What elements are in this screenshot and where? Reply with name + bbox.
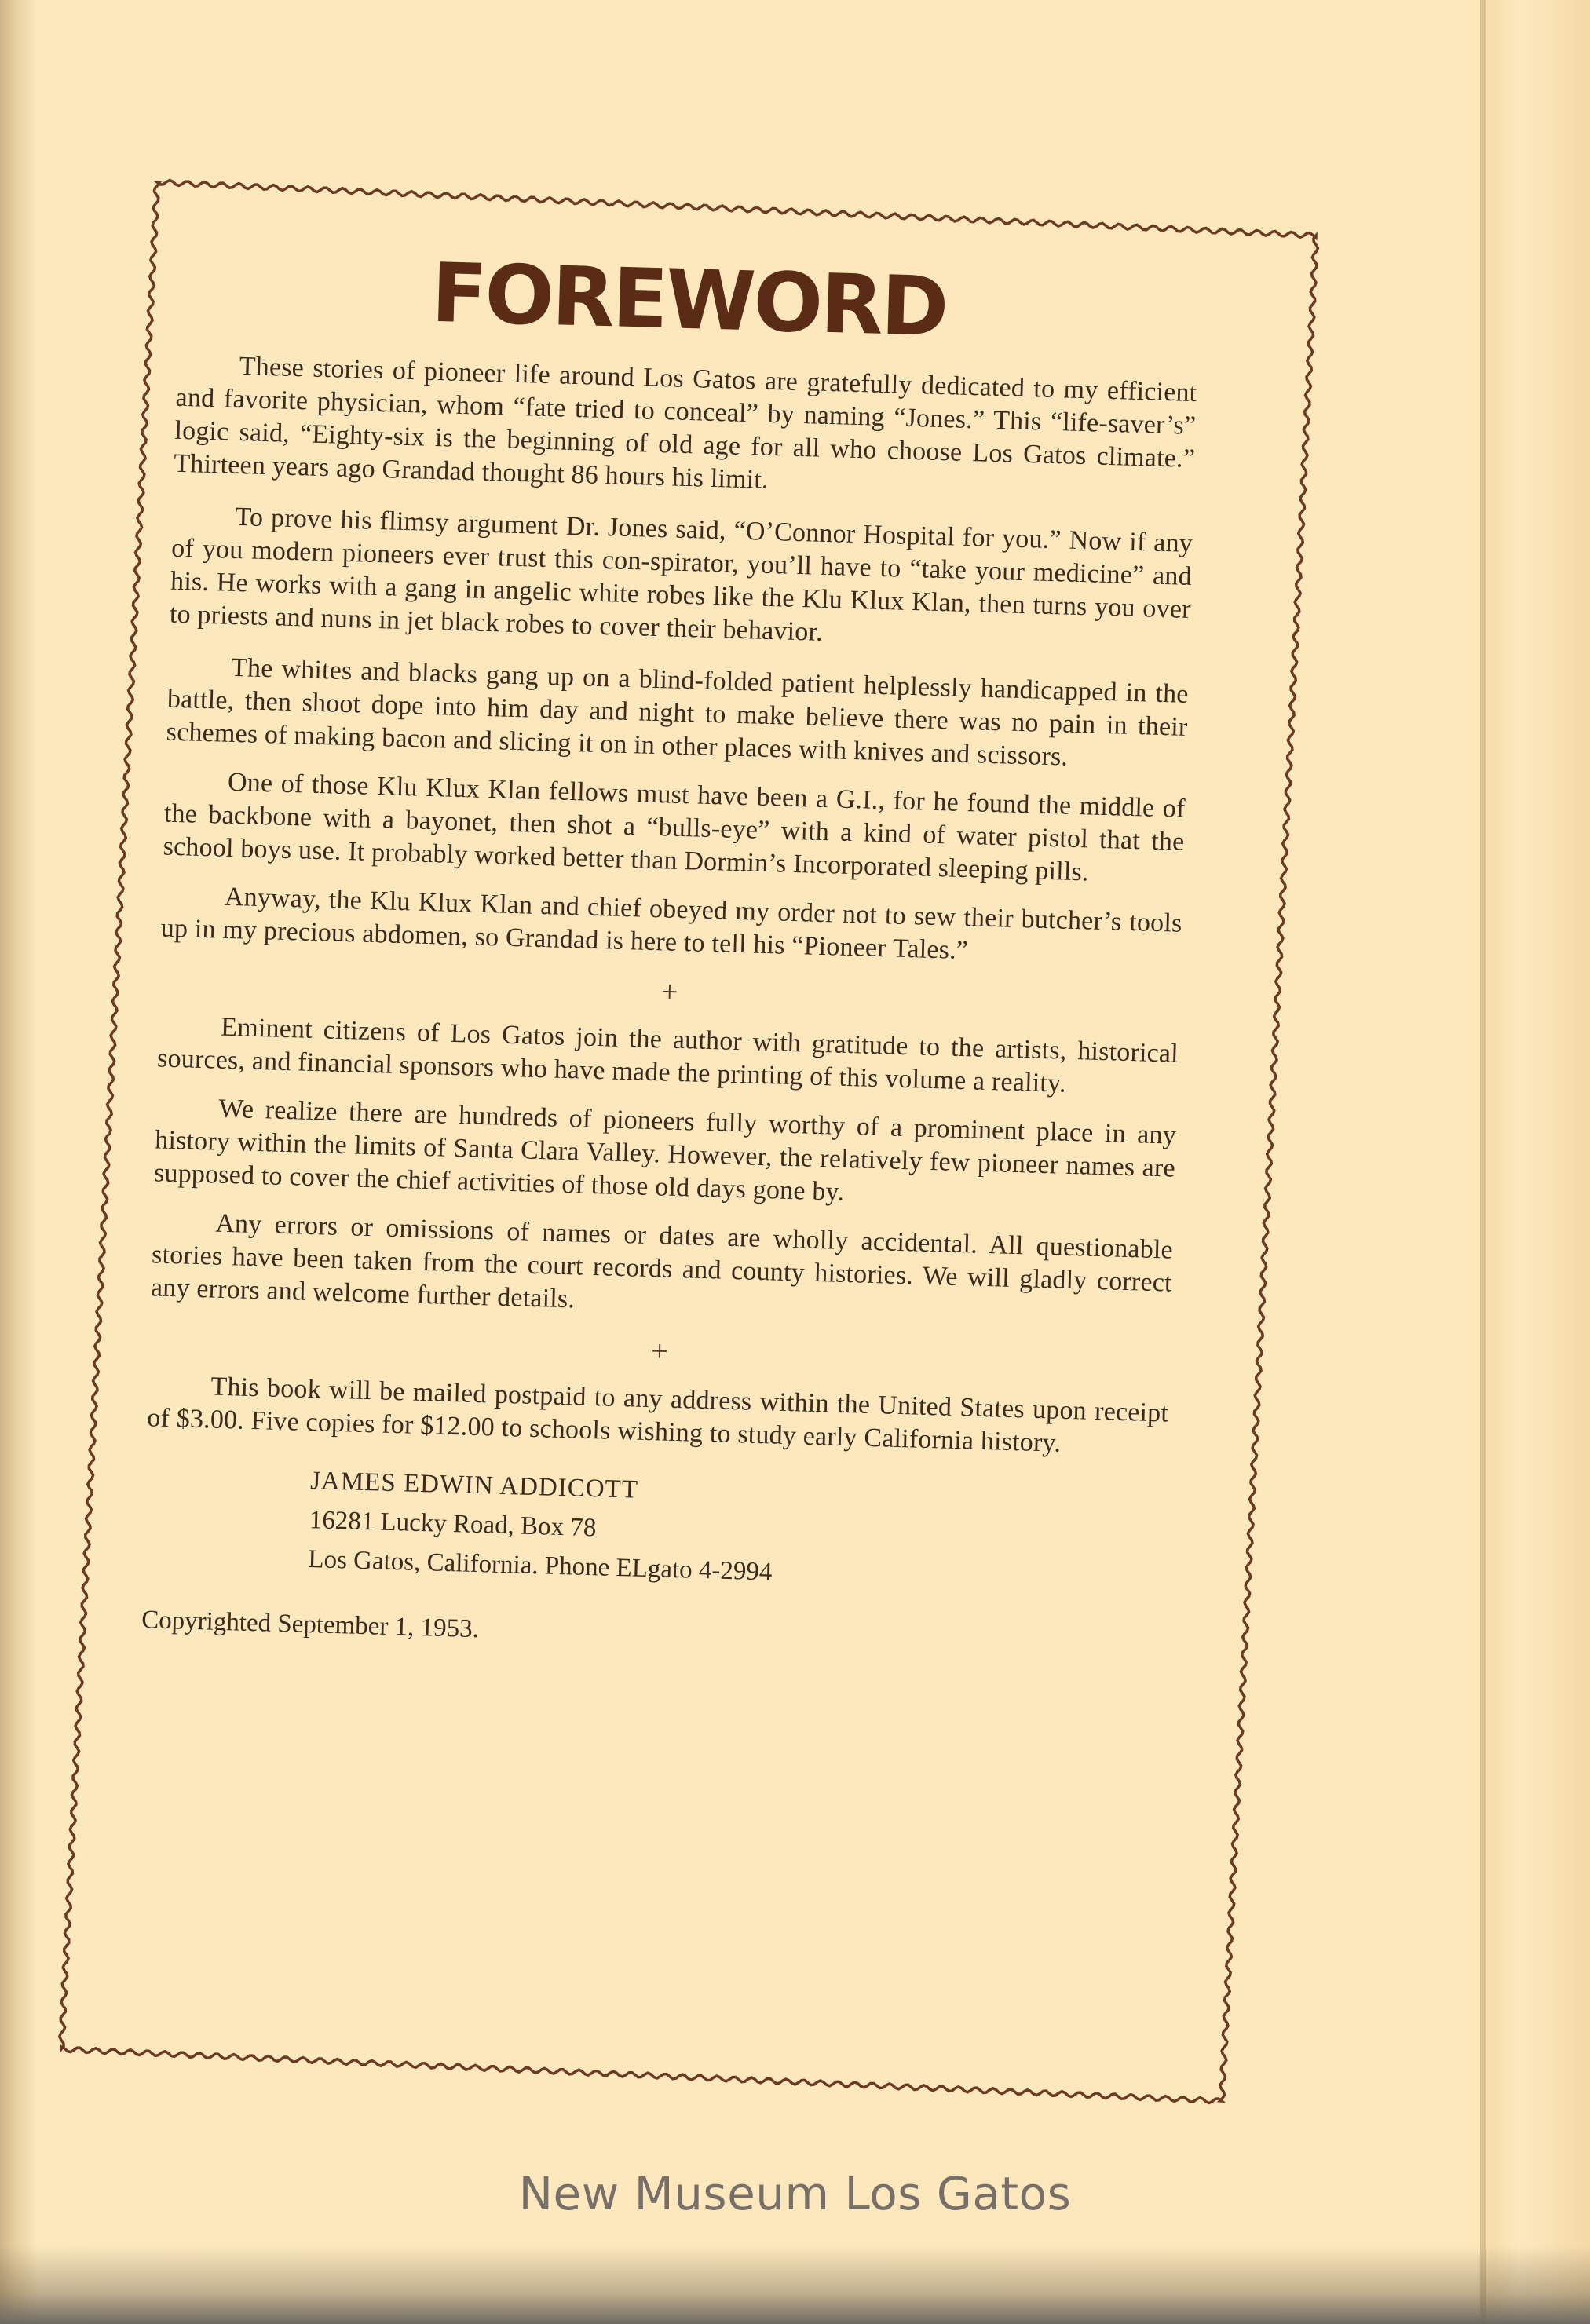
paragraph: These stories of pioneer life around Los Gatos are gratefully dedicated to my efficient and favorite physician, whom “fate tried to conceal” by naming “Jones.” This “life-saver’s” logic said, “Eighty-six is the beginning of old age for all who choose Los Gatos climate.” Thirteen years ago Grandad thought 86 hours his limit. (173, 352, 1197, 495)
page-bottom-shadow (0, 2245, 1590, 2324)
paragraph: One of those Klu Klux Klan fellows must have been a G.I., for he found the middle of the backbone with a bayonet, then shot a “bulls-eye” with a kind of water pistol that the school boys use. It probably worked better than Dormin’s Incorporated sleeping pills. (163, 767, 1186, 887)
paragraph: The whites and blacks gang up on a blind-folded patient helplessly handicapped in the battle, then shoot dope into him day and night to make believe there was no pain in their schemes of making bacon and slicing it on in other places with knives and scissors. (166, 652, 1190, 772)
address-line: Los Gatos, California. Phone ELgato 4-2994 (307, 1545, 773, 1587)
paragraph: Eminent citizens of Los Gatos join the author with gratitude to the artists, historical sources, and financial sponsors who have made the printing of this volume a reality. (156, 1012, 1179, 1098)
paragraph-group-1 (160, 349, 1197, 974)
foreword-page (141, 214, 1201, 1664)
paragraph: To prove his flimsy argument Dr. Jones said, “O’Connor Hospital for you.” Now if any of you modern pioneers ever trust this con-spirator, you’ll have to “take your medicine” and his. He works with a gang in angelic white robes like the Klu Klux Klan, then turns you over to priests and nuns in jet black robes to cover their behavior. (169, 502, 1193, 647)
paragraph: Anyway, the Klu Klux Klan and chief obeyed my order not to sew their butcher’s tools up in my precious abdomen, so Grandad is here to tell his “Pioneer Tales.” (160, 882, 1183, 966)
copyright-notice: Copyrighted September 1, 1953. (141, 1606, 480, 1644)
author-address-block (308, 1461, 1167, 1602)
page-title: FOREWORD (429, 244, 949, 356)
watermark-text: New Museum Los Gatos (518, 2167, 1072, 2220)
page-edge (1480, 0, 1486, 2324)
paragraph: Any errors or omissions of names or dates are wholly accidental. All questionable stories have been taken from the court records and county histories. We will gladly correct any errors and welcome further details. (150, 1208, 1174, 1314)
paragraph-group-2 (150, 1009, 1179, 1332)
section-divider: + (650, 1335, 669, 1368)
paragraph: This book will be mailed postpaid to any address within the United States upon receipt of $3.00. Five copies for $12.00 to schools wishing to study early California history. (146, 1372, 1169, 1458)
paragraph-group-3 (147, 1368, 1169, 1463)
author-name: JAMES EDWIN ADDICOTT (309, 1467, 639, 1504)
section-divider: + (660, 975, 679, 1009)
paragraph: We realize there are hundreds of pioneers fully worthy of a prominent place in any history within the limits of Santa Clara Valley. However, the relatively few pioneer names are supposed to cover the chief activities of those old days gone by. (153, 1094, 1177, 1207)
address-line: 16281 Lucky Road, Box 78 (309, 1506, 597, 1543)
